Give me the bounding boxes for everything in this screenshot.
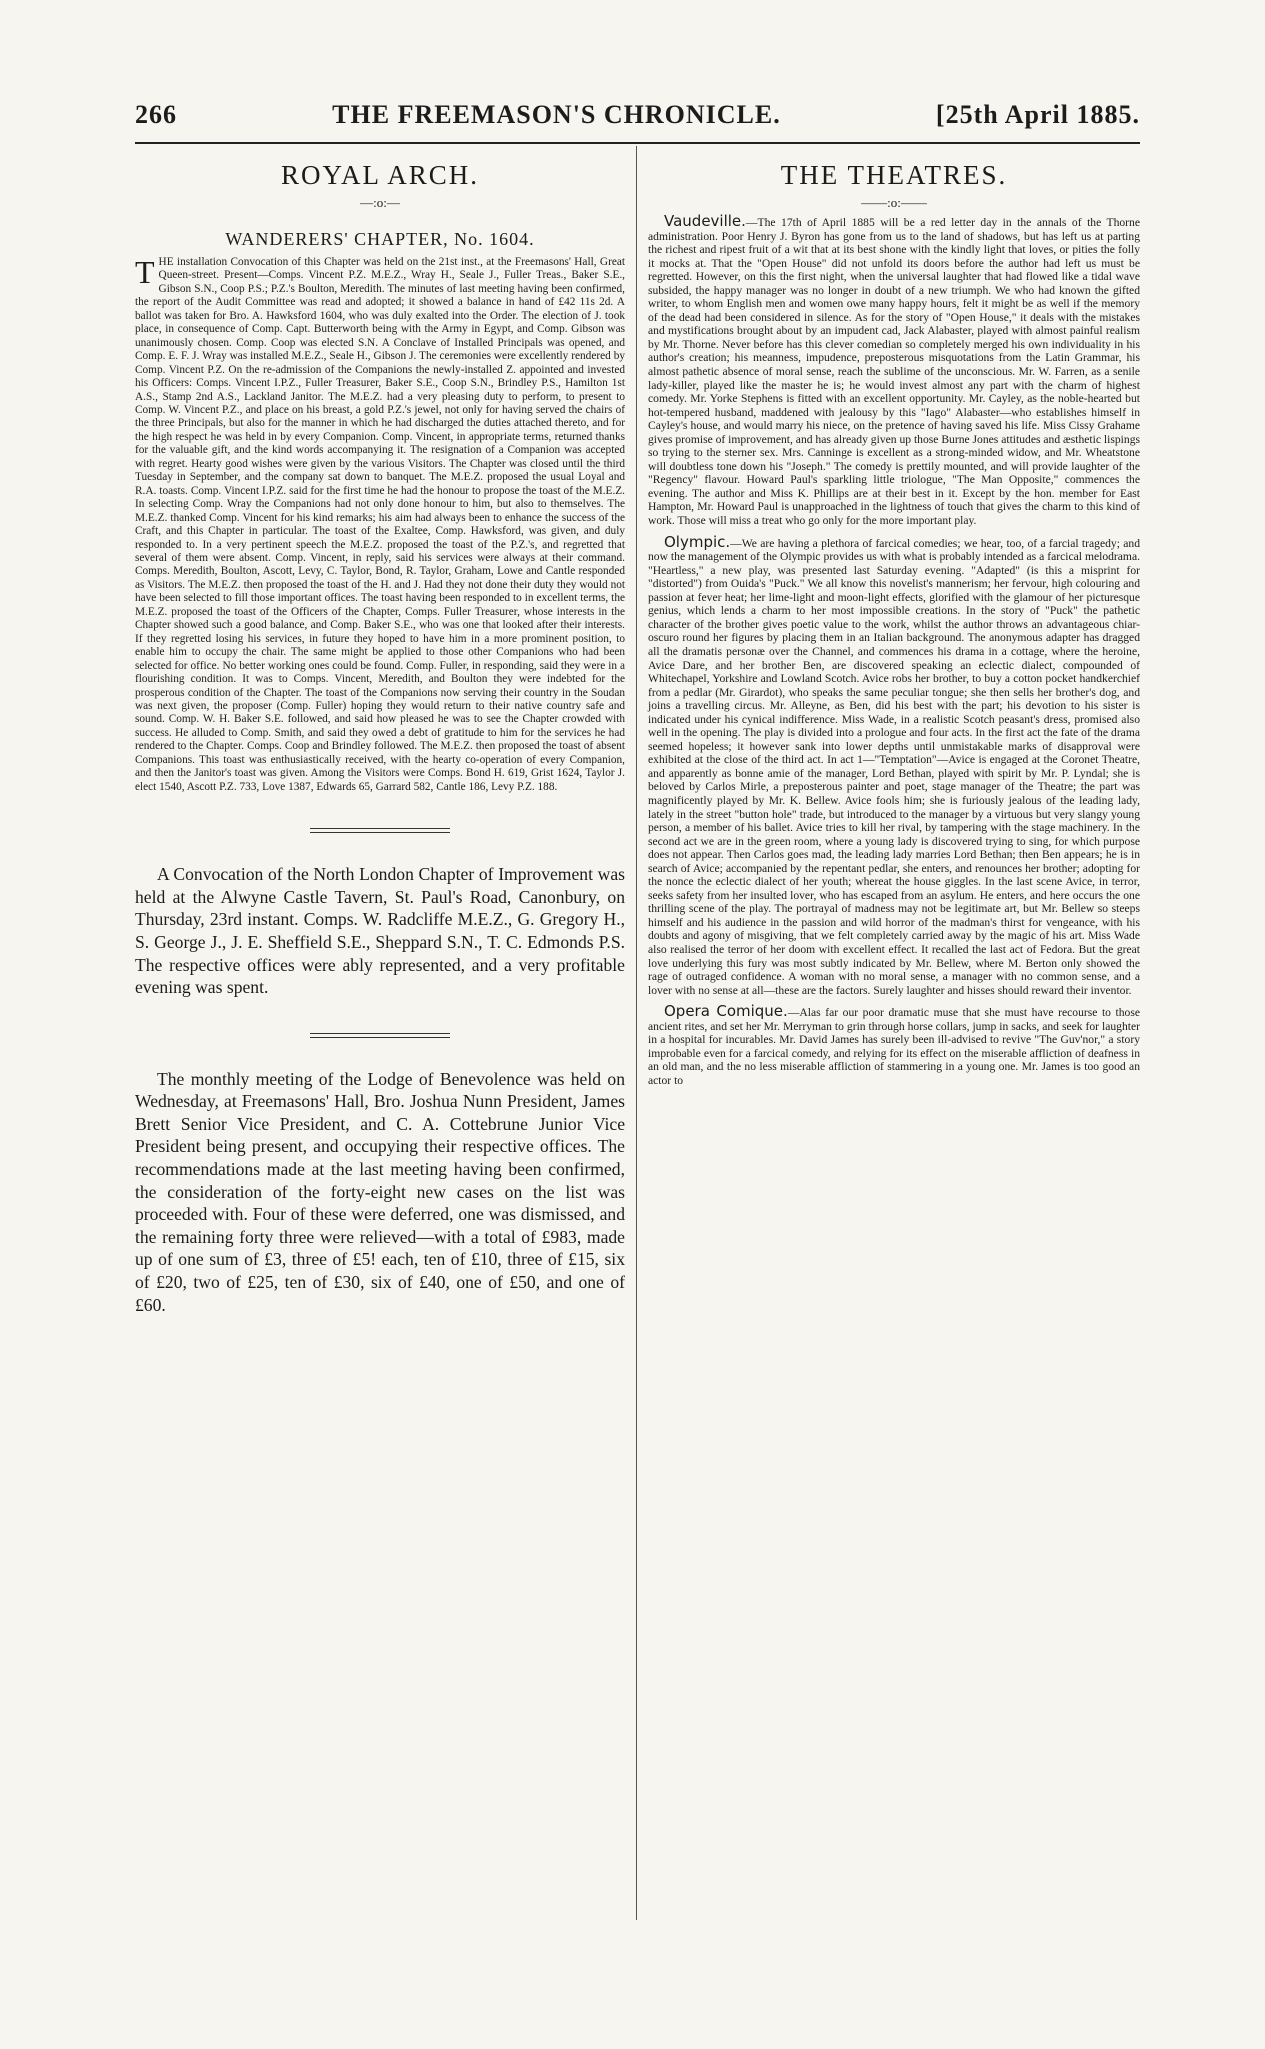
theatres-separator: ——:o:——	[861, 195, 927, 210]
royal-arch-separator: —:o:—	[360, 195, 400, 210]
benevolence-article: The monthly meeting of the Lodge of Benevolence was held on Wednesday, at Freemasons' Hall, Bro. Joshua Nunn President, James Brett Senior Vice President, and C. A. Cottebrune Junior Vice President being present, and occupying their respective offices. The recommendations made at the last meeting having been confirmed, the consideration of the forty-eight new cases on the list was proceeded with. Four of these were deferred, one was dismissed, and the remaining forty three were relieved—with a total of £983, made up of one sum of £3, three of £5! each, ten of £10, three of £15, six of £20, two of £25, ten of £30, six of £40, one of £50, and one of £60.	[135, 1068, 625, 1315]
theatres-title: THE THEATRES.	[780, 160, 1008, 190]
vaudeville-body: —The 17th of April 1885 will be a red letter day in the annals of the Thorne administration. Poor Henry J. Byron has gone from us to the land of shadows, but has left us at parting the richest and ripest fruit of a wit that at its best shone with the kindly light that loves, or pities the folly it mocks at. That the "Open House" did not unfold its doors before the author had left us must be regretted. However, on this the first night, when the universal laughter that had flowed like a tidal wave subsided, the happy manager was no longer in doubt of a new triumph. We who had known the gifted writer, to whom English men and women owe many happy hours, felt it might be as well if the memory of the dead had been considered in silence. As for the story of "Open House," it deals with the mistakes and mystifications brought about by an impudent cad, Jack Alabaster, played with almost painful realism by Mr. Thorne. Never before has this clever comedian so completely merged his own individuality in his author's creation; his meanness, impudence, preposterous misquotations from the Latin Grammar, his almost pathetic absence of moral sense, reach the sublime of the unconscious. Mr. W. Farren, as a senile lady-killer, played like the master he is; he would invest almost any part with the charm of highest comedy. Mr. Yorke Stephens is fitted with an excellent opportunity. Mr. Cayley, as the noble-hearted but hot-tempered husband, maddened with jealousy by this "Iago" Alabaster—who establishes himself in Cayley's house, and would marry his niece, on the pretence of having saved his life. Miss Cissy Grahame gives promise of improvement, and has already given up those Burne Jones attitudes and æsthetic lispings so trying to the sterner sex. Mrs. Canninge is excellent as a strong-minded widow, and Mr. Wheatstone will doubtless tone down his "Joseph." The comedy is prettily mounted, and will provide laughter of the "Regency" flavour. Howard Paul's sparkling little triologue, "The Man Opposite," commences the evening. The author and Miss K. Phillips are at their best in it. Except by the hon. member for East Hampton, Mr. Howard Paul is unapproached in the lightness of touch that gives the charm to this kind of work. Those will miss a treat who go only for the more important play.	[648, 216, 1140, 528]
opera-comique-body: —Alas far our poor dramatic muse that she must have recourse to those ancient rites, and set her Mr. Merryman to grin through horse collars, jump in sacks, and seek for laughter in a hospital for incurables. Mr. David James has surely been ill-advised to revive "The Guv'nor," a story improbable even for a farcical comedy, and relying for its effect on the miserable affliction of deafness in an old man, and the no less miserable affliction of stammering in a young one. Mr. James is too good an actor to	[648, 1006, 1141, 1087]
page-header	[135, 100, 1140, 140]
vaudeville-review	[648, 212, 1140, 528]
olympic-body: —We are having a plethora of farcical comedies; we hear, too, of a farcial tragedy; and now the management of the Olympic provides us with what is probably intended as a farcical melodrama. "Heartless," a new play, was presented last Saturday evening. "Adapted" (is this a misprint for "distorted") from Ouida's "Puck." We all know this novelist's mannerism; her fervour, high colouring and passion at fever heat; her lime-light and moon-light effects, glorified with the glamour of her picturesque genius, which lends a charm to her most impossible creations. In the story of "Puck" the pathetic character of the brother gives poetic value to the work, whilst the author throws an advantageous chiar-oscuro round her figures by placing them in an Italian background. The anonymous adapter has dragged all the dramatis personæ over the Channel, and commences his drama in a cottage, where the heroine, Avice Dare, and her brother Ben, are discovered speaking an eclectic dialect, compounded of Whitechapel, Yorkshire and Lowland Scotch. Avice robs her brother, to buy a cotton pocket handkerchief from a pedlar (Mr. Girardot), who speaks the same peculiar tongue; she then sells her brother's dog, and joins a travelling circus. Mr. Alleyne, as Ben, did his best with the part; his devotion to his sister is indicated under his cynical indifference. Miss Wade, in a realistic Scotch peasant's dress, promised also well in the opening. The play is divided into a prologue and four acts. In the first act the fate of the drama seemed hopeless; it however sank into lower depths until unmistakable marks of disapproval were exhibited at the close of the third act. In act 1—"Temptation"—Avice is engaged at the Coronet Theatre, and apparently as bonne amie of the manager, Lord Bethan, played with spirit by Mr. P. Lyndal; she is beloved by Carlos Mirle, a preposterous painter and poet, stage manager of the Theatre; the part was magnificently played by Mr. K. Bellew. Avice fools him; she is furiously jealous of the leading lady, lately in the street "button hole" trade, but introduced to the manager by a virtuous but very slangy young person, a member of his ballet. Avice tries to kill her rival, by tampering with the stage machinery. In the second act we are in the green room, where a young lady is discovered trying to sing, for which purpose does not appear. Then Carlos goes mad, the leading lady marries Lord Bethan; then Ben appears; he is in search of Avice; accompanied by the repentant pedlar, she enters, and renounces her brother; adopting for the nonce the eclectic dialect of her youth; whereat the house giggles. In the last scene Avice, in terror, seeks safety from her insulted lover, who has escaped from an asylum. He enters, and here occurs the one thrilling scene of the play. The portrayal of madness may not be legitimate art, but Mr. Bellew so steeps himself and his audience in the passion and wild horror of the madman's thirst for vengeance, with his doubts and agony of misgiving, that we felt completely carried away by the magic of his art. Miss Wade also realised the terror of her doom with excellent effect. It recalled the last act of Fedora. But the great love underlying this fury was most subtly indicated by Mr. Bellew, where M. Berton only showed the rage of outraged confidence. A woman with no moral sense, a manager with no common sense, and a lover with no sense at all—these are the factors. Surely laughter and hisses should reward their inventor.	[648, 536, 1140, 997]
olympic-heading: Olympic.	[664, 532, 731, 551]
opera-comique-review	[648, 1002, 1141, 1087]
column-divider	[636, 146, 637, 1920]
royal-arch-body: HE installation Convocation of this Chapter was held on the 21st inst., at the Freemasons' Hall, Great Queen-street. Present—Comps. Vincent P.Z. M.E.Z., Wray H., Seale J., Fuller Treas., Baker S.E., Gibson S.N., Coop P.S.; P.Z.'s Boulton, Meredith. The minutes of last meeting having been confirmed, the report of the Audit Committee was read and adopted; it showed a balance in hand of £42 11s 2d. A ballot was taken for Bro. A. Hawksford 1604, who was duly exalted into the Order. The election of J. took place, in consequence of Comp. Capt. Butterworth being with the Army in Egypt, and Comp. Gibson was unanimously chosen. Comp. Coop was elected S.N. A Conclave of Installed Principals was opened, and Comp. E. F. J. Wray was installed M.E.Z., Seale H., Gibson J. The ceremonies were excellently rendered by Comp. Vincent P.Z. On the re-admission of the Companions the newly-installed Z. appointed and invested his Officers: Comps. Vincent I.P.Z., Fuller Treasurer, Baker S.E., Coop S.N., Brindley P.S., Hamilton 1st A.S., Stamp 2nd A.S., Lackland Janitor. The M.E.Z. had a very pleasing duty to perform, to present to Comp. W. Vincent P.Z., and place on his breast, a gold P.Z.'s jewel, not only for having served the chairs of the three Principals, but also for the manner in which he had discharged the duties attached thereto, and for the high respect he was held in by every Companion. Comp. Vincent, in appropriate terms, returned thanks for the valuable gift, and the kind words accompanying it. The resignation of a Companion was accepted with regret. Hearty good wishes were given by the various Visitors. The Chapter was closed until the third Tuesday in September, and the company sat down to banquet. The M.E.Z. proposed the usual Loyal and R.A. toasts. Comp. Vincent I.P.Z. said for the first time he had the honour to propose the toast of the M.E.Z. In selecting Comp. Wray the Companions had not only done honour to him, but also to themselves. The M.E.Z. thanked Comp. Vincent for his kind remarks; his aim had always been to enhance the success of the Craft, and this Chapter in particular. The toast of the Exaltee, Comp. Hawksford, was given, and duly responded to. In a very pertinent speech the M.E.Z. proposed the toast of the P.Z.'s, and regretted that several of them were absent. Comp. Vincent, in reply, said his services were always at their command. Comps. Meredith, Boulton, Ascott, Levy, C. Taylor, Bond, R. Taylor, Graham, Lowe and Cantle responded as Visitors. The M.E.Z. then proposed the toast of the H. and J. Had they not done their duty they would not have been selected to fill those important offices. The toast having been responded to in excellent terms, the M.E.Z. proposed the toast of the Officers of the Chapter, Comps. Fuller Treasurer, whose interests in the Chapter showed such a good balance, and Comp. Baker S.E., who was one that looked after their interests. If they regretted losing his services, in future they hoped to have him in a more prominent position, to enable him to occupy the chair. The same might be applied to those other Companions who had been selected for office. No better working ones could be found. Comp. Fuller, in responding, said they were in a flourishing condition. It was to Comps. Vincent, Meredith, and Boulton they were indebted for the prosperous condition of the Chapter. The toast of the Companions now serving their country in the Soudan was next given, the proposer (Comp. Fuller) hoping they would return to their native country safe and sound. Comp. W. H. Baker S.E. followed, and said how pleased he was to see the Chapter crowded with success. He alluded to Comp. Smith, and said they owed a debt of gratitude to him for the services he had rendered to the Chapter. Comps. Coop and Brindley followed. The M.E.Z. then proposed the toast of absent Companions. This toast was enthusiastically received, with the hearty co-operation of every Companion, and then the Janitor's toast was given. Among the Visitors were Comps. Bond H. 619, Grist 1624, Taylor J. elect 1540, Ascott P.Z. 733, Love 1387, Edwards 65, Garrard 582, Cantle 186, Levy P.Z. 188.	[135, 256, 625, 793]
olympic-review	[648, 532, 1140, 998]
page-number: 266	[135, 100, 177, 129]
left-column	[135, 150, 625, 1316]
royal-arch-title: ROYAL ARCH.	[280, 160, 480, 190]
right-column	[648, 150, 1140, 1087]
royal-arch-article	[135, 256, 625, 794]
opera-comique-heading: Opera Comique.	[664, 1002, 788, 1021]
north-london-article: A Convocation of the North London Chapter of Improvement was held at the Alwyne Castle Tavern, St. Paul's Road, Canonbury, on Thursday, 23rd instant. Comps. W. Radcliffe M.E.Z., G. Gregory H., S. George J., J. E. Sheffield S.E., Sheppard S.N., T. C. Edmonds P.S. The respective offices were ably represented, and a very profitable evening was spent.	[135, 864, 625, 998]
section-rule	[310, 828, 450, 833]
header-rule	[135, 142, 1140, 144]
vaudeville-heading: Vaudeville.	[664, 212, 746, 230]
section-rule	[310, 1033, 450, 1038]
issue-date: [25th April 1885.	[935, 100, 1140, 129]
publication-title: THE FREEMASON'S CHRONICLE.	[332, 100, 781, 129]
chapter-title: WANDERERS' CHAPTER, No. 1604.	[225, 229, 535, 249]
drop-cap: T	[135, 254, 155, 290]
